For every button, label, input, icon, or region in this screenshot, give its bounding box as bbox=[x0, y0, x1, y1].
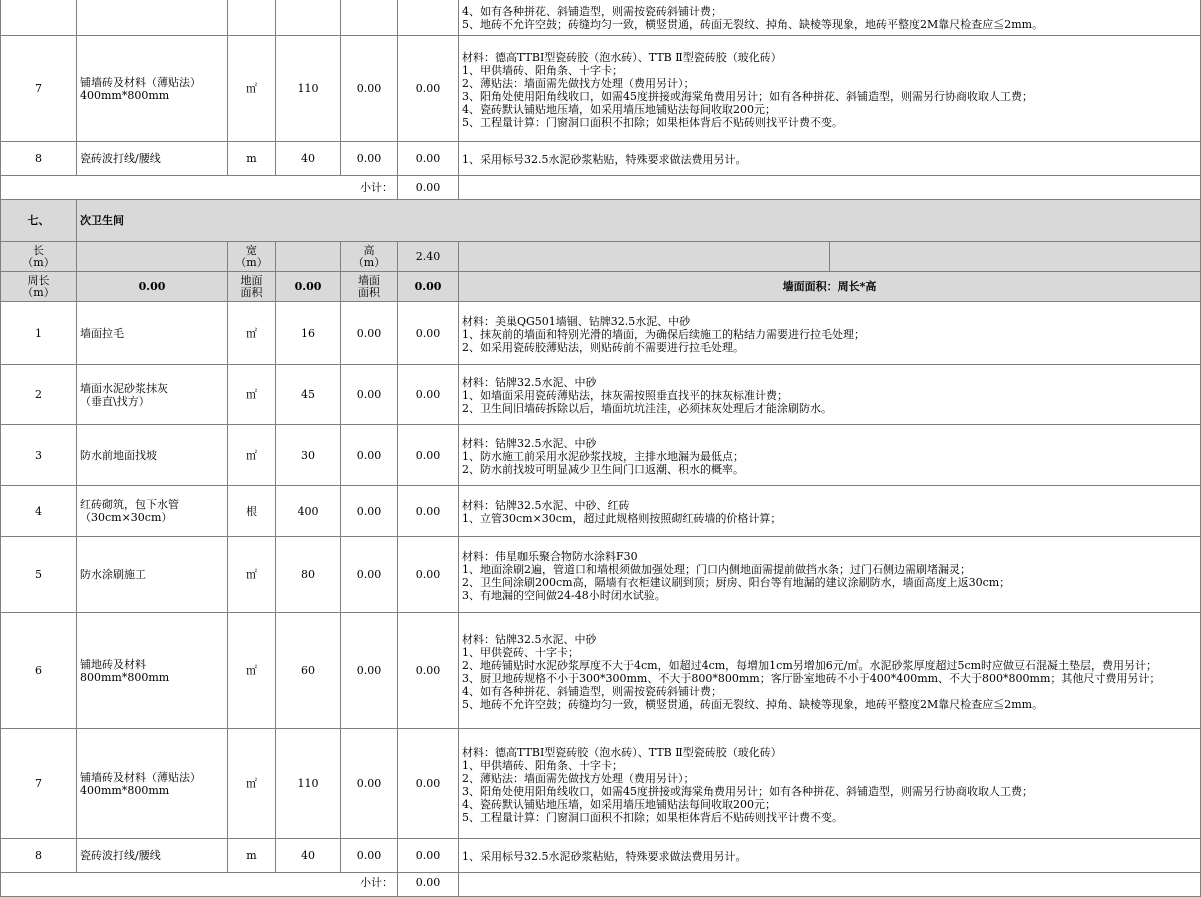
cell-name[interactable]: 瓷砖波打线/腰线 bbox=[77, 839, 228, 873]
cell-qty[interactable]: 45 bbox=[276, 365, 341, 425]
cell-total[interactable]: 0.00 bbox=[398, 425, 459, 486]
cell-qty[interactable]: 80 bbox=[276, 537, 341, 613]
subtotal-label[interactable]: 小计： bbox=[1, 873, 398, 897]
table-row bbox=[1, 36, 1201, 142]
cell-total[interactable]: 0.00 bbox=[398, 537, 459, 613]
cell-unit[interactable]: m bbox=[228, 142, 276, 176]
cell-total[interactable]: 0.00 bbox=[398, 365, 459, 425]
table-row bbox=[1, 142, 1201, 176]
width-value[interactable] bbox=[276, 242, 341, 272]
cell-name[interactable]: 防水涂刷施工 bbox=[77, 537, 228, 613]
cell-total[interactable]: 0.00 bbox=[398, 302, 459, 365]
cell-price[interactable]: 0.00 bbox=[341, 537, 398, 613]
cell-price[interactable]: 0.00 bbox=[341, 36, 398, 142]
height-label[interactable]: 高 （m） bbox=[341, 242, 398, 272]
cell-total[interactable]: 0.00 bbox=[398, 142, 459, 176]
cell-unit[interactable]: m bbox=[228, 839, 276, 873]
cell-unit[interactable]: ㎡ bbox=[228, 613, 276, 729]
cell-price[interactable]: 0.00 bbox=[341, 142, 398, 176]
cell-unit[interactable] bbox=[228, 0, 276, 36]
desc-line: 4、如有各种拼花、斜铺造型，则需按瓷砖斜铺计费； bbox=[462, 5, 722, 18]
length-label[interactable]: 长 （m） bbox=[1, 242, 77, 272]
cell-price[interactable]: 0.00 bbox=[341, 486, 398, 537]
cell-name[interactable]: 墙面拉毛 bbox=[77, 302, 228, 365]
cell-qty[interactable]: 40 bbox=[276, 839, 341, 873]
cell-name[interactable]: 墙面水泥砂浆抹灰 （垂直\找方） bbox=[77, 365, 228, 425]
table-row bbox=[1, 537, 1201, 613]
cell-unit[interactable]: 根 bbox=[228, 486, 276, 537]
cell-total[interactable]: 0.00 bbox=[398, 486, 459, 537]
cell-price[interactable]: 0.00 bbox=[341, 365, 398, 425]
cell-total[interactable]: 0.00 bbox=[398, 729, 459, 839]
table-row bbox=[1, 839, 1201, 873]
subtotal-value[interactable]: 0.00 bbox=[398, 176, 459, 200]
cell-price[interactable]: 0.00 bbox=[341, 425, 398, 486]
table-row bbox=[1, 302, 1201, 365]
cell-qty[interactable]: 400 bbox=[276, 486, 341, 537]
cell-empty[interactable] bbox=[459, 176, 1201, 200]
cell-name[interactable]: 防水前地面找坡 bbox=[77, 425, 228, 486]
width-label[interactable]: 宽 （m） bbox=[228, 242, 276, 272]
cell-unit[interactable]: ㎡ bbox=[228, 537, 276, 613]
cell-qty[interactable]: 110 bbox=[276, 36, 341, 142]
cell-total[interactable]: 0.00 bbox=[398, 613, 459, 729]
cell-no[interactable]: 6 bbox=[1, 613, 77, 729]
table-row bbox=[1, 729, 1201, 839]
height-value[interactable]: 2.40 bbox=[398, 242, 459, 272]
cell-desc[interactable]: 材料：伟星咖乐聚合物防水涂料F30 1、地面涂刷2遍，管道口和墙根须做加强处理；门口内侧地面需提前做挡水条；过门石侧边需刷堵漏灵； 2、卫生间涂刷200cm高，隔墙有衣柜建议刷到顶；厨房、阳台等有地漏的建议涂刷防水，墙面高度上返30cm； 3、有地漏的空间做24-48小时闭水试验。 bbox=[459, 537, 1201, 613]
cell-unit[interactable]: ㎡ bbox=[228, 425, 276, 486]
cell-qty[interactable] bbox=[276, 0, 341, 36]
table-row bbox=[1, 425, 1201, 486]
cell-no[interactable]: 7 bbox=[1, 729, 77, 839]
cell-price[interactable]: 0.00 bbox=[341, 839, 398, 873]
cell-total[interactable]: 0.00 bbox=[398, 839, 459, 873]
table-row bbox=[1, 0, 1201, 36]
cell-no[interactable]: 2 bbox=[1, 365, 77, 425]
formula-note[interactable]: 墙面面积：周长*高 bbox=[459, 272, 1201, 302]
cell-desc[interactable]: 1、采用标号32.5水泥砂浆粘贴，特殊要求做法费用另计。 bbox=[459, 839, 1201, 873]
subtotal-row bbox=[1, 873, 1201, 897]
cell-desc[interactable] bbox=[459, 0, 1201, 36]
cell-desc[interactable]: 材料：钻牌32.5水泥、中砂 1、防水施工前采用水泥砂浆找坡，主排水地漏为最低点； 2、防水前找坡可明显减少卫生间门口返潮、积水的概率。 bbox=[459, 425, 1201, 486]
cell-unit[interactable]: ㎡ bbox=[228, 302, 276, 365]
subtotal-row bbox=[1, 176, 1201, 200]
subtotal-label[interactable]: 小计： bbox=[1, 176, 398, 200]
cell-empty[interactable] bbox=[830, 242, 1201, 272]
cell-unit[interactable]: ㎡ bbox=[228, 365, 276, 425]
cell-qty[interactable]: 30 bbox=[276, 425, 341, 486]
cell-qty[interactable]: 40 bbox=[276, 142, 341, 176]
cell-name[interactable]: 瓷砖波打线/腰线 bbox=[77, 142, 228, 176]
cell-qty[interactable]: 110 bbox=[276, 729, 341, 839]
cell-desc[interactable]: 材料：钻牌32.5水泥、中砂 1、如墙面采用瓷砖薄贴法，抹灰需按照垂直找平的抹灰标准计费； 2、卫生间旧墙砖拆除以后，墙面坑坑洼洼，必须抹灰处理后才能涂刷防水。 bbox=[459, 365, 1201, 425]
cell-name[interactable] bbox=[77, 0, 228, 36]
cell-no[interactable]: 3 bbox=[1, 425, 77, 486]
dims-row bbox=[1, 272, 1201, 302]
cell-desc[interactable]: 材料：德高TTBⅠ型瓷砖胶（泡水砖）、TTB Ⅱ型瓷砖胶（玻化砖） 1、甲供墙砖、阳角条、十字卡； 2、薄贴法：墙面需先做找方处理（费用另计）； 3、阳角处使用阳角线收口，如需45度拼接或海棠角费用另计；如有各种拼花、斜铺造型，则需另行协商收取人工费； 4、瓷砖默认铺贴地压墙，如采用墙压地铺贴法每间收取200元； 5、工程量计算：门窗洞口面积不扣除；如果柜体背后不贴砖则找平计费不变。 bbox=[459, 36, 1201, 142]
section-index[interactable]: 七、 bbox=[1, 200, 77, 242]
cell-unit[interactable]: ㎡ bbox=[228, 729, 276, 839]
cell-no[interactable] bbox=[1, 0, 77, 36]
wall-area-value[interactable]: 0.00 bbox=[398, 272, 459, 302]
table-row bbox=[1, 486, 1201, 537]
floor-area-label[interactable]: 地面 面积 bbox=[228, 272, 276, 302]
cell-no[interactable]: 8 bbox=[1, 839, 77, 873]
cell-price[interactable]: 0.00 bbox=[341, 302, 398, 365]
wall-area-label[interactable]: 墙面 面积 bbox=[341, 272, 398, 302]
table-row bbox=[1, 365, 1201, 425]
cell-desc[interactable]: 材料：美巢QG501墙锢、钻牌32.5水泥、中砂 1、抹灰前的墙面和特别光滑的墙面，为确保后续施工的粘结力需要进行拉毛处理； 2、如采用瓷砖胶薄贴法，则贴砖前不需要进行拉毛处理。 bbox=[459, 302, 1201, 365]
section-header bbox=[1, 200, 1201, 242]
floor-area-value[interactable]: 0.00 bbox=[276, 272, 341, 302]
cell-desc[interactable]: 材料：德高TTBⅠ型瓷砖胶（泡水砖）、TTB Ⅱ型瓷砖胶（玻化砖） 1、甲供墙砖、阳角条、十字卡； 2、薄贴法：墙面需先做找方处理（费用另计）； 3、阳角处使用阳角线收口，如需45度拼接或海棠角费用另计；如有各种拼花、斜铺造型，则需另行协商收取人工费； 4、瓷砖默认铺贴地压墙，如采用墙压地铺贴法每间收取200元； 5、工程量计算：门窗洞口面积不扣除；如果柜体背后不贴砖则找平计费不变。 bbox=[459, 729, 1201, 839]
table-row bbox=[1, 613, 1201, 729]
cell-no[interactable]: 8 bbox=[1, 142, 77, 176]
cell-no[interactable]: 7 bbox=[1, 36, 77, 142]
cell-total[interactable]: 0.00 bbox=[398, 36, 459, 142]
length-value[interactable] bbox=[77, 242, 228, 272]
perimeter-label[interactable]: 周长 （m） bbox=[1, 272, 77, 302]
cell-desc[interactable]: 1、采用标号32.5水泥砂浆粘贴，特殊要求做法费用另计。 bbox=[459, 142, 1201, 176]
cell-name[interactable]: 红砖砌筑，包下水管 （30cm×30cm） bbox=[77, 486, 228, 537]
cell-qty[interactable]: 16 bbox=[276, 302, 341, 365]
dims-row bbox=[1, 242, 1201, 272]
cell-name[interactable]: 铺墙砖及材料（薄贴法） 400mm*800mm bbox=[77, 729, 228, 839]
cell-price[interactable]: 0.00 bbox=[341, 729, 398, 839]
cell-unit[interactable]: ㎡ bbox=[228, 36, 276, 142]
cell-empty[interactable] bbox=[459, 242, 830, 272]
subtotal-value[interactable]: 0.00 bbox=[398, 873, 459, 897]
cell-name[interactable]: 铺地砖及材料 800mm*800mm bbox=[77, 613, 228, 729]
cell-no[interactable]: 1 bbox=[1, 302, 77, 365]
cell-price[interactable]: 0.00 bbox=[341, 613, 398, 729]
section-title[interactable]: 次卫生间 bbox=[77, 200, 1201, 242]
cell-no[interactable]: 5 bbox=[1, 537, 77, 613]
desc-line: 5、地砖不允许空鼓；砖缝均匀一致，横竖贯通，砖面无裂纹、掉角、缺棱等现象，地砖平整度2M靠尺检查应≦2mm。 bbox=[462, 18, 1044, 31]
cell-no[interactable]: 4 bbox=[1, 486, 77, 537]
cell-desc[interactable]: 材料：钻牌32.5水泥、中砂、红砖 1、立管30cm×30cm，超过此规格则按照砌红砖墙的价格计算； bbox=[459, 486, 1201, 537]
cell-price[interactable] bbox=[341, 0, 398, 36]
cell-desc[interactable]: 材料：钻牌32.5水泥、中砂 1、甲供瓷砖、十字卡； 2、地砖铺贴时水泥砂浆厚度不大于4cm，如超过4cm，每增加1cm另增加6元/㎡。水泥砂浆厚度超过5cm时应做豆石混凝土垫层，费用另计； 3、厨卫地砖规格不小于300*300mm、不大于800*800mm；客厅卧室地砖不小于400*400mm、不大于800*800mm；其他尺寸费用另计； 4、如有各种拼花、斜铺造型，则需按瓷砖斜铺计费； 5、地砖不允许空鼓；砖缝均匀一致，横竖贯通，砖面无裂纹、掉角、缺棱等现象，地砖平整度2M靠尺检查应≦2mm。 bbox=[459, 613, 1201, 729]
cell-total[interactable] bbox=[398, 0, 459, 36]
cell-qty[interactable]: 60 bbox=[276, 613, 341, 729]
perimeter-value[interactable]: 0.00 bbox=[77, 272, 228, 302]
cell-name[interactable]: 铺墙砖及材料（薄贴法） 400mm*800mm bbox=[77, 36, 228, 142]
cell-empty[interactable] bbox=[459, 873, 1201, 897]
